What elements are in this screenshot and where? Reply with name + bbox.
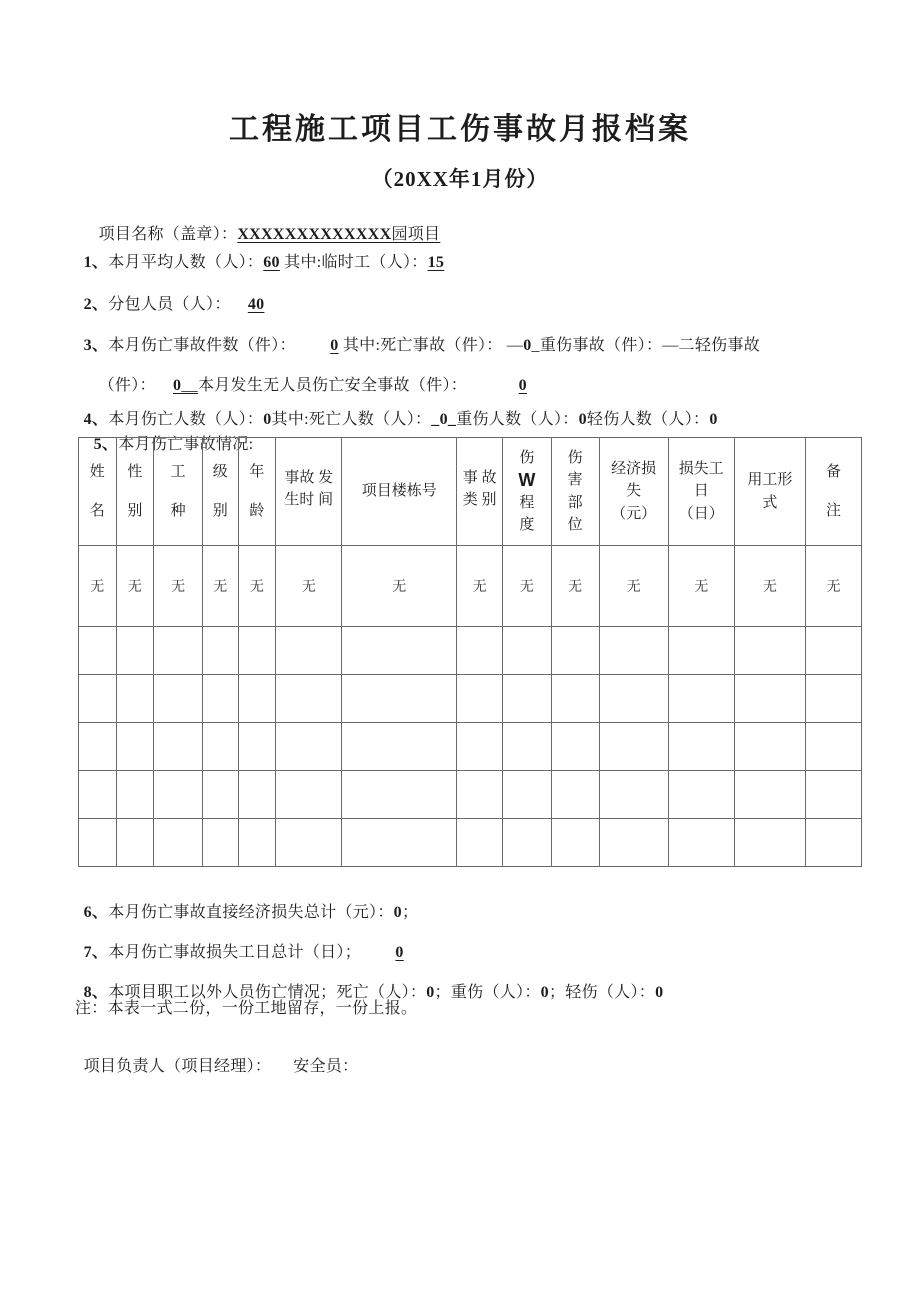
header-economic-loss-label [600,458,668,526]
header-line: 名 [89,503,105,519]
table-cell-gender [116,819,154,867]
item2-number: 2、 [83,296,109,313]
header-trade-label [154,461,202,523]
table-cell-gender [116,627,154,675]
header-line: 部 [567,494,583,511]
table-cell-age: 无 [238,546,276,627]
header-age [238,438,276,546]
table-cell-economic-loss: 无 [599,546,668,627]
table-cell-employment-form [734,771,805,819]
table-cell-accident-type: 无 [457,546,503,627]
item5-number: 5、 [93,436,119,453]
item3-underscore: _ [531,337,540,354]
item3-dash: — [506,337,524,354]
table-cell-remarks [805,771,861,819]
header-economic-loss [599,438,668,546]
item8-text1: 本项目职工以外人员伤亡情况；死亡（人）： [108,984,427,1001]
table-cell-name [79,771,117,819]
table-row [79,819,862,867]
item3-l2-text1: （件）： [98,377,174,394]
item6-value: 0 [393,904,402,921]
header-line: 备 [825,463,841,480]
table-cell-lost-workdays [668,819,734,867]
table-cell-age [238,819,276,867]
item8-value-death: 0 [426,984,435,1001]
table-cell-accident-time: 无 [276,546,342,627]
header-line: 项目楼栋号 [361,483,437,500]
header-line: 类 别 [462,492,497,508]
header-line: 用工形 [747,472,793,488]
table-cell-accident-time [276,723,342,771]
item3-text3: 重伤事故（件）： [539,337,663,354]
table-row [79,771,862,819]
item3-value-total: 0 [330,337,339,354]
table-cell-age [238,723,276,771]
table-cell-trade: 无 [154,546,203,627]
item4-value-death: _0_ [431,411,457,428]
table-cell-building-no: 无 [342,546,457,627]
header-grade [203,438,239,546]
report-item-8 [75,963,663,1003]
item3-l2-underscore: __ [181,377,198,394]
table-cell-lost-workdays [668,723,734,771]
header-line: 式 [762,494,778,511]
table-cell-name [79,627,117,675]
item8-number: 8、 [83,984,109,1001]
header-line: 事故 发 [284,469,334,486]
table-cell-building-no [342,771,457,819]
table-cell-gender [116,771,154,819]
table-cell-grade [203,819,239,867]
table-cell-lost-workdays [668,675,734,723]
table-cell-building-no [342,675,457,723]
table-cell-injury-degree [502,627,551,675]
table-cell-gender [116,723,154,771]
header-accident-type-label [457,467,502,517]
table-cell-remarks [805,723,861,771]
table-cell-economic-loss [599,627,668,675]
table-cell-lost-workdays: 无 [668,546,734,627]
table-cell-employment-form [734,627,805,675]
header-line: （元） [611,505,657,522]
item3-l2-value1: 0 [173,377,182,394]
item3-text2: 其中:死亡事故（件）： [338,337,507,354]
header-line: 位 [567,517,583,533]
item6-number: 6、 [83,904,109,921]
table-cell-grade [203,675,239,723]
header-line: 程 [519,494,535,511]
header-accident-time [276,438,342,546]
project-manager-label: 项目负责人（项目经理）： [83,1058,272,1075]
table-cell-accident-time [276,675,342,723]
header-lost-workdays-label [669,458,734,526]
footer-signature-line [75,1037,358,1077]
item4-value-total: 0 [263,411,272,428]
header-line: 生时 间 [284,492,334,508]
item8-value-serious: 0 [540,984,549,1001]
table-cell-remarks [805,627,861,675]
header-line: 害 [567,472,583,488]
table-cell-trade [154,723,203,771]
table-cell-injury-degree [502,771,551,819]
report-item-7 [75,923,404,963]
table-cell-economic-loss [599,675,668,723]
item3-value-death: 0 [523,337,532,354]
header-line: 损失工 [678,460,724,477]
table-cell-injured-part [551,819,599,867]
table-cell-injured-part: 无 [551,546,599,627]
table-cell-gender [116,675,154,723]
header-line: 伤 [567,449,583,466]
safety-officer-label: 安全员： [293,1058,359,1075]
table-cell-injury-degree: 无 [502,546,551,627]
header-injured-part [551,438,599,546]
header-name [79,438,117,546]
table-cell-lost-workdays [668,627,734,675]
item3-l2-text2: 本月发生无人员伤亡安全事故（件）： [197,377,519,394]
table-cell-employment-form [734,819,805,867]
page-title: 工程施工项目工伤事故月报档案 [229,113,691,146]
header-employment-form [734,438,805,546]
table-cell-name [79,819,117,867]
table-cell-accident-type [457,771,503,819]
table-cell-remarks [805,819,861,867]
table-cell-accident-time [276,819,342,867]
table-cell-trade [154,771,203,819]
header-line: 别 [212,503,228,519]
report-item-1 [75,233,444,273]
item3-l2-value2: 0 [518,377,527,394]
table-cell-grade [203,723,239,771]
item4-text3: 重伤人数（人）： [456,411,579,428]
table-cell-injury-degree [502,723,551,771]
table-cell-economic-loss [599,819,668,867]
table-row [79,723,862,771]
item4-value-serious: 0 [578,411,587,428]
header-line: W [518,470,536,490]
item4-text1: 本月伤亡人数（人）： [108,411,264,428]
header-accident-type [457,438,503,546]
table-header-row [79,438,862,546]
item5-text: 本月伤亡事故情况: [118,436,254,453]
table-cell-accident-type [457,675,503,723]
header-line: 日 [693,483,709,500]
table-cell-economic-loss [599,723,668,771]
header-remarks-label [806,461,861,523]
table-cell-age [238,771,276,819]
item6-text2: ； [401,904,419,921]
table-cell-name [79,675,117,723]
header-age-label [239,461,276,523]
project-name-suffix: 园项目 [391,226,441,243]
report-item-2 [75,275,264,315]
header-injury-degree-label [503,447,551,537]
item8-text2: ；重伤（人）： [434,984,541,1001]
item4-number: 4、 [83,411,109,428]
table-cell-accident-time [276,627,342,675]
header-line: 注 [825,503,841,519]
table-cell-grade [203,771,239,819]
header-line: 性 [127,463,143,480]
project-name-x: XXXXXXXXXXXXX [237,226,392,243]
table-cell-accident-time [276,771,342,819]
header-injured-part-label [552,447,599,537]
header-grade-label [203,461,238,523]
header-line: 失 [626,483,642,500]
header-injury-degree [502,438,551,546]
table-cell-lost-workdays [668,771,734,819]
item1-value-avg: 60 [263,254,280,271]
item6-text1: 本月伤亡事故直接经济损失总计（元）： [108,904,394,921]
item2-text: 分包人员（人）： [108,296,248,313]
table-cell-accident-type [457,819,503,867]
item3-text4: —二轻伤事故 [662,337,761,354]
header-line: 别 [127,503,143,519]
table-cell-gender: 无 [116,546,154,627]
table-cell-injured-part [551,675,599,723]
header-name-label [79,461,116,523]
table-row [79,627,862,675]
table-cell-name: 无 [79,546,117,627]
table-cell-grade [203,627,239,675]
header-remarks [805,438,861,546]
item4-text2: 其中:死亡人数（人）： [271,411,432,428]
header-line: 工 [170,463,186,480]
item4-value-minor: 0 [709,411,718,428]
table-cell-economic-loss [599,771,668,819]
item1-text2: 其中:临时工（人）： [279,254,428,271]
table-cell-building-no [342,723,457,771]
table-cell-remarks: 无 [805,546,861,627]
header-gender [116,438,154,546]
item8-value-minor: 0 [655,984,664,1001]
table-cell-injury-degree [502,819,551,867]
header-trade [154,438,203,546]
table-cell-name [79,723,117,771]
table-cell-accident-type [457,723,503,771]
table-cell-trade [154,675,203,723]
item2-value: 40 [247,296,265,313]
header-building-no-label [342,480,456,503]
table-cell-injured-part [551,723,599,771]
header-line: 级 [212,463,228,480]
table-row [79,675,862,723]
header-building-no [342,438,457,546]
item1-text: 本月平均人数（人）： [108,254,264,271]
table-cell-remarks [805,675,861,723]
header-line: 事 故 [462,469,497,486]
table-cell-employment-form [734,723,805,771]
header-gender-label [117,461,154,523]
item3-text1: 本月伤亡事故件数（件）： [108,337,331,354]
table-cell-injury-degree [502,675,551,723]
table-cell-building-no [342,627,457,675]
header-employment-form-label [735,469,805,514]
header-line: 经济损 [611,460,657,477]
table-cell-grade: 无 [203,546,239,627]
report-item-6 [75,883,418,923]
report-item-3-line1 [75,316,760,356]
table-cell-trade [154,819,203,867]
table-cell-employment-form: 无 [734,546,805,627]
header-line: 姓 [89,463,105,480]
item1-number: 1、 [83,254,109,271]
table-cell-age [238,627,276,675]
header-line: 龄 [249,503,265,519]
table-row [79,546,862,627]
header-accident-time-label [276,467,341,517]
item7-value: 0 [395,944,404,961]
table-cell-injured-part [551,771,599,819]
table-cell-injured-part [551,627,599,675]
header-line: 种 [170,503,186,519]
item1-value-temp: 15 [427,254,445,271]
header-lost-workdays [668,438,734,546]
item7-text: 本月伤亡事故损失工日总计（日）； [108,944,396,961]
item7-number: 7、 [83,944,109,961]
accident-table [78,437,862,867]
item3-number: 3、 [83,337,109,354]
table-cell-accident-type [457,627,503,675]
table-cell-building-no [342,819,457,867]
note-line: 注：本表一式二份，一份工地留存，一份上报。 [75,1000,418,1017]
item4-text4: 轻伤人数（人）： [586,411,710,428]
table-cell-age [238,675,276,723]
item8-text3: ；轻伤（人）： [548,984,656,1001]
table-cell-trade [154,627,203,675]
table-cell-employment-form [734,675,805,723]
header-line: （日） [678,505,724,522]
header-line: 伤 [519,449,535,466]
project-name-label: 项目名称（盖章）： [98,226,238,243]
page-subtitle: （20XX年1月份） [371,167,549,191]
header-line: 年 [249,463,265,480]
header-line: 度 [519,517,535,533]
